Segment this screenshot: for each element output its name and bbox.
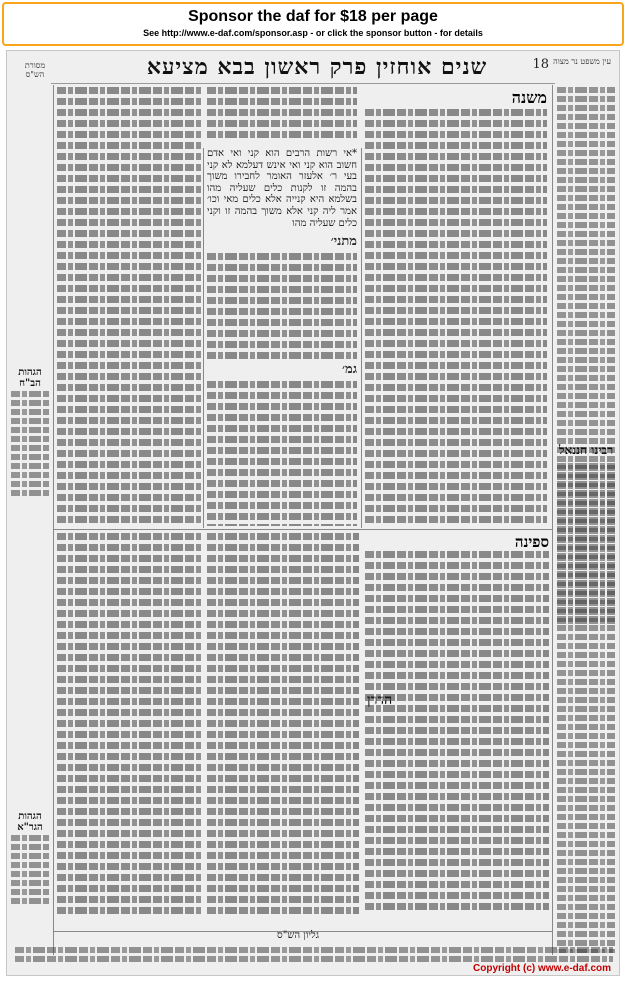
rabbeinu-chananel-label: רבינו חננאל [558, 443, 614, 457]
gemara-continuation [207, 235, 357, 526]
gemara-left-divider [203, 148, 204, 528]
gemara-right-divider [361, 148, 362, 528]
rabbeinu-chananel-column [557, 463, 615, 953]
hagahot-habach-label: הגהות הב"ח [18, 367, 42, 389]
mishna2-keyword: מתני׳ [330, 235, 357, 250]
page-number: 18 [532, 57, 549, 72]
sponsor-title: Sponsor the daf for $18 per page [188, 8, 438, 25]
center-lower-column [207, 533, 359, 923]
sponsor-banner[interactable] [2, 2, 624, 46]
right-margin-divider [552, 85, 553, 955]
page-header [7, 55, 619, 79]
copyright-notice[interactable]: Copyright (c) www.e-daf.com [473, 963, 611, 974]
rashi-lower-column [365, 551, 549, 921]
lower-section-rule [53, 529, 553, 530]
gemara-keyword: גמ׳ [342, 362, 357, 378]
mishna-keyword: משנה [511, 88, 547, 107]
mesoret-hashas-heading: מסורת הש"ס [24, 61, 46, 79]
gemara-excerpt: *אי רשות הרבים הוא קני ואי אדם חשוב הוא קני ואי אינש דעלמא לא קני בעי ר׳ אלעזר האומר לחבירו משוך בהמה זו לקנות כלים שעליה מהו בשלמא היא קנייה אלא כלים מאי וכו׳ אמר ליה קני אלא משוך בהמה זו וקני כלים שעליה מהו [207, 148, 357, 229]
running-head: שנים אוחזין פרק ראשון בבא מציעא [146, 54, 488, 80]
sefina-keyword: ספינה [514, 533, 549, 551]
hagahot-habach-column [11, 391, 49, 551]
hagahot-hagra-label: הגהות הגר"א [17, 811, 43, 833]
top-center-commentary [207, 87, 357, 145]
gilyon-hashas-label: גליון הש"ס [277, 930, 320, 941]
hagahot-hagra-column [11, 835, 49, 945]
talmud-page-scan [6, 50, 620, 976]
header-rule [51, 83, 555, 84]
sponsor-banner-link[interactable] [4, 4, 622, 44]
gemara-main-text [207, 148, 357, 526]
ein-mishpat-heading: עין משפט נר מצוה [553, 57, 611, 66]
sponsor-subtitle: See http://www.e-daf.com/sponsor.asp - or click the sponsor button - for details [143, 28, 483, 38]
tosafot-column [57, 87, 201, 527]
left-margin-divider [53, 85, 54, 955]
rashi-column [365, 109, 547, 529]
tosafot-lower-column [57, 533, 203, 923]
